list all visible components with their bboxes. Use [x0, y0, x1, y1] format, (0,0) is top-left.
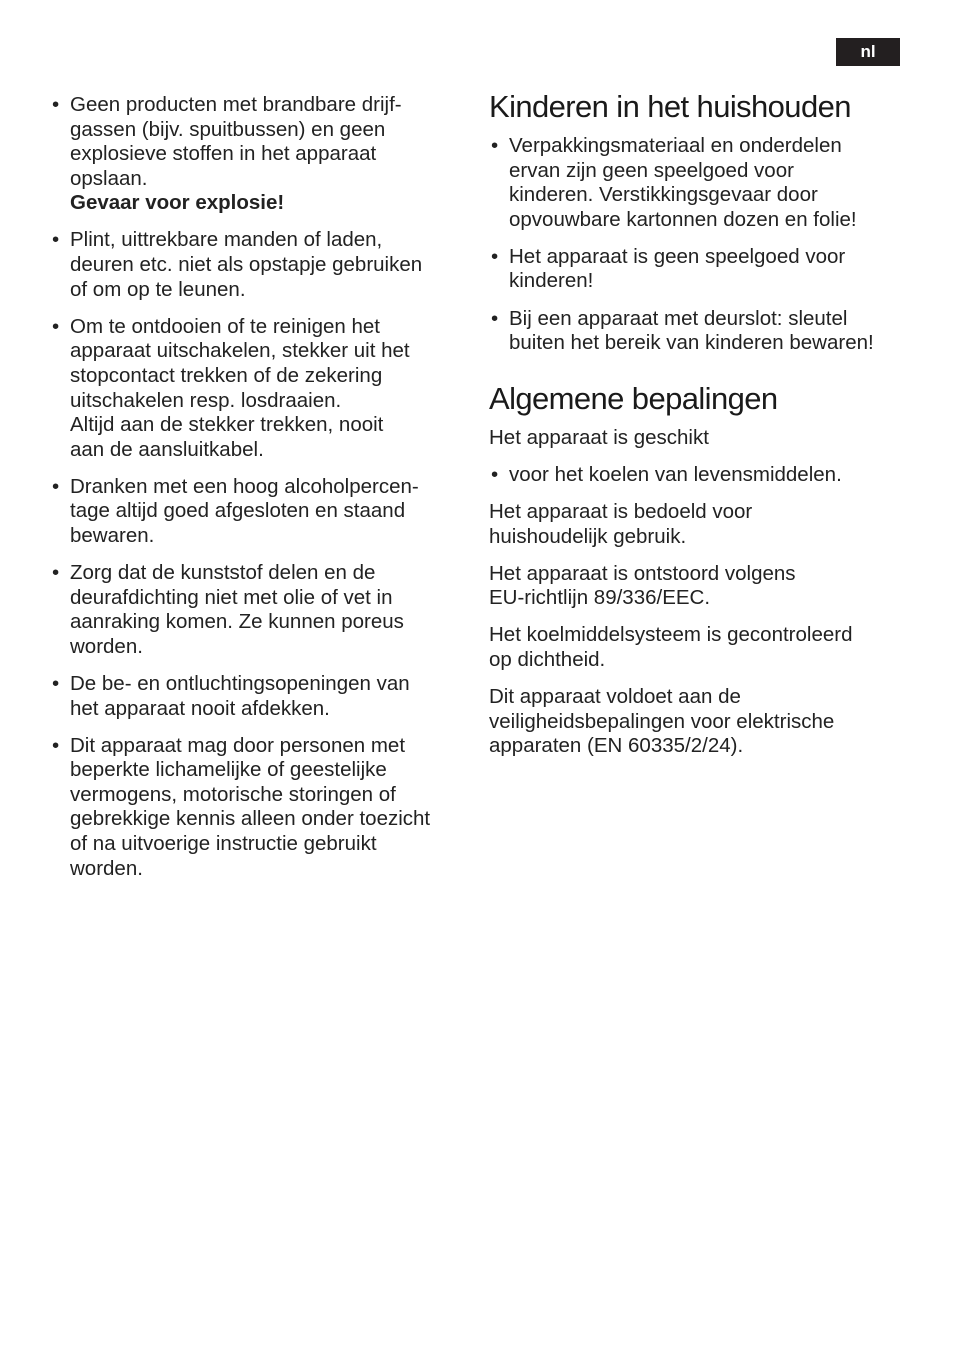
list-item	[50, 734, 460, 882]
text-line: Dit apparaat voldoet aan de	[489, 685, 741, 708]
text-line: deurafdichting niet met olie of vet in	[70, 585, 393, 609]
language-badge: nl	[836, 38, 900, 66]
text-line: huishoudelijk gebruik.	[489, 524, 687, 548]
right-column	[489, 88, 909, 771]
text-line: Dranken met een hoog alcoholpercen-	[70, 474, 419, 498]
list-item	[50, 228, 460, 302]
paragraph	[489, 623, 909, 672]
bullet-icon: •	[491, 462, 499, 486]
bullet-icon: •	[52, 314, 60, 338]
bullet-icon: •	[52, 228, 60, 252]
text-line: stopcontact trekken of de zekering	[70, 363, 383, 387]
text-line: of om op te leunen.	[70, 277, 246, 301]
text-line: voor het koelen van levensmiddelen.	[509, 462, 842, 486]
list-item	[489, 463, 909, 488]
text-line: tage altijd goed afgesloten en staand	[70, 499, 406, 523]
text-line: Zorg dat de kunststof delen en de	[70, 561, 376, 585]
text-line: kinderen!	[509, 269, 594, 293]
text-line: gassen (bijv. spuitbussen) en geen	[70, 117, 386, 141]
text-line: Dit apparaat mag door personen met	[70, 733, 406, 757]
text-line: apparaten (EN 60335/2/24).	[489, 734, 744, 758]
bullet-icon: •	[52, 474, 60, 498]
bullet-icon: •	[491, 306, 499, 330]
text-line: gebrekkige kennis alleen onder toezicht	[70, 807, 431, 831]
list-item	[489, 307, 909, 356]
list-item	[489, 245, 909, 294]
text-line: EU-richtlijn 89/336/EEC.	[489, 586, 711, 610]
text-line: uitschakelen resp. losdraaien.	[70, 388, 342, 412]
list-item	[50, 672, 460, 721]
section-title-general: Algemene bepalingen	[489, 380, 778, 416]
text-line: veiligheidsbepalingen voor elektrische	[489, 709, 835, 733]
text-line: aan de aansluitkabel.	[70, 437, 264, 461]
bullet-icon: •	[52, 93, 60, 116]
text-line: Bij een apparaat met deurslot: sleutel	[509, 306, 848, 330]
list-item	[50, 315, 460, 463]
text-line: kinderen. Verstikkingsgevaar door	[509, 183, 818, 207]
text-line: apparaat uitschakelen, stekker uit het	[70, 339, 410, 363]
list-item	[50, 561, 460, 659]
text-line: Het koelmiddelsysteem is gecontroleerd	[489, 623, 853, 647]
list-item	[50, 93, 460, 216]
bullet-icon: •	[52, 733, 60, 757]
paragraph	[489, 562, 909, 611]
bullet-icon: •	[52, 561, 60, 585]
general-list	[489, 463, 909, 488]
text-line: opslaan.	[70, 166, 148, 190]
bullet-icon: •	[52, 671, 60, 695]
text-line: opvouwbare kartonnen dozen en folie!	[509, 207, 857, 231]
text-line: het apparaat nooit afdekken.	[70, 696, 330, 720]
intro-paragraph: Het apparaat is geschikt	[489, 425, 709, 449]
text-line: Plint, uittrekbare manden of laden,	[70, 228, 383, 252]
list-item	[50, 475, 460, 549]
safety-list	[50, 93, 460, 881]
warning-text: Gevaar voor explosie!	[70, 191, 285, 215]
text-line: buiten het bereik van kinderen bewaren!	[509, 331, 874, 355]
text-line: Geen producten met brandbare drijf-	[70, 93, 402, 116]
list-item	[489, 134, 909, 232]
text-line: deuren etc. niet als opstapje gebruiken	[70, 253, 423, 277]
paragraph	[489, 685, 909, 759]
text-line: Altijd aan de stekker trekken, nooit	[70, 413, 384, 437]
text-line: of na uitvoerige instructie gebruikt	[70, 832, 377, 856]
left-column	[50, 93, 460, 894]
bullet-icon: •	[491, 134, 499, 157]
text-line: Het apparaat is ontstoord volgens	[489, 561, 796, 585]
text-line: op dichtheid.	[489, 647, 606, 671]
text-line: vermogens, motorische storingen of	[70, 782, 396, 806]
children-list	[489, 134, 909, 356]
text-line: Om te ontdooien of te reinigen het	[70, 314, 380, 338]
text-line: explosieve stoffen in het apparaat	[70, 142, 377, 166]
text-line: beperkte lichamelijke of geestelijke	[70, 758, 387, 782]
text-line: worden.	[70, 634, 143, 658]
text-line: bewaren.	[70, 524, 155, 547]
text-line: De be- en ontluchtingsopeningen van	[70, 671, 410, 695]
text-line: worden.	[70, 856, 143, 880]
text-line: aanraking komen. Ze kunnen poreus	[70, 610, 404, 634]
text-line: Verpakkingsmateriaal en onderdelen	[509, 134, 842, 157]
section-title-children: Kinderen in het huishouden	[489, 89, 851, 124]
text-line: Het apparaat is geen speelgoed voor	[509, 244, 846, 268]
paragraph	[489, 500, 909, 549]
text-line: Het apparaat is bedoeld voor	[489, 499, 753, 523]
bullet-icon: •	[491, 244, 499, 268]
text-line: ervan zijn geen speelgoed voor	[509, 158, 794, 182]
